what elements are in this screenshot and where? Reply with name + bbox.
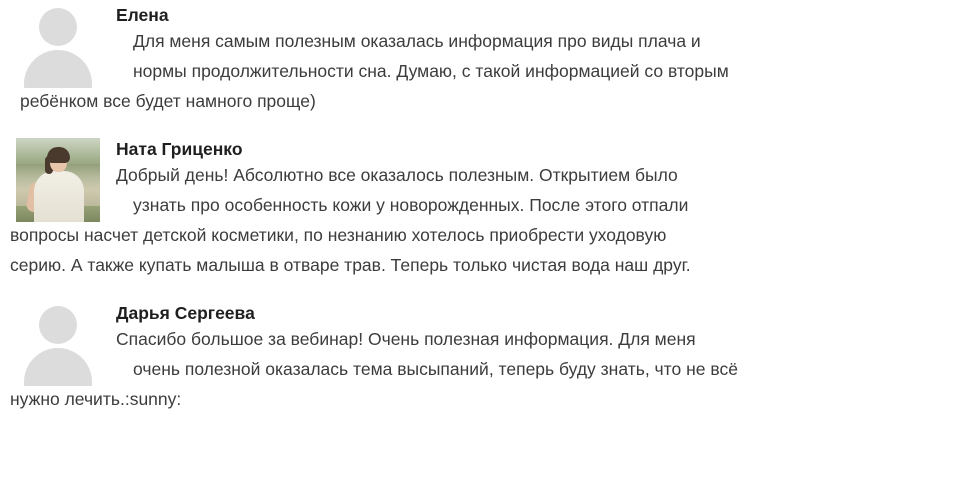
comment-text-line: нужно лечить.:sunny: [10, 389, 182, 409]
comment-text-line: очень полезной оказалась тема высыпаний, теперь буду знать, что не всё [133, 359, 738, 379]
comment-text-line: серию. А также купать малыша в отваре трав. Теперь только чистая вода наш друг. [10, 255, 691, 275]
avatar-placeholder[interactable] [16, 302, 100, 386]
person-icon [16, 302, 100, 386]
comment-text-line: нормы продолжительности сна. Думаю, с такой информацией со вторым [133, 61, 729, 81]
photo-hair [47, 147, 70, 163]
comment-text-line: Спасибо большое за вебинар! Очень полезная информация. Для меня [116, 329, 696, 349]
person-icon-body [24, 50, 92, 88]
person-icon-head [39, 8, 77, 46]
avatar-photo-image [16, 138, 100, 222]
comment-item [0, 116, 961, 280]
avatar-photo[interactable] [16, 138, 100, 222]
avatar-placeholder[interactable] [16, 4, 100, 88]
comment-item [0, 280, 961, 414]
comment-item [0, 0, 961, 116]
person-icon-head [39, 306, 77, 344]
comment-author: Елена [116, 5, 169, 25]
comment-text-line: узнать про особенность кожи у новорожденных. После этого отпали [133, 195, 689, 215]
comment-author: Ната Гриценко [116, 139, 243, 159]
comment-author: Дарья Сергеева [116, 303, 255, 323]
comment-text-line: Добрый день! Абсолютно все оказалось полезным. Открытием было [116, 165, 678, 185]
person-icon-body [24, 348, 92, 386]
photo-shirt [34, 171, 84, 222]
comment-text-line: Для меня самым полезным оказалась информация про виды плача и [133, 31, 701, 51]
comment-text-line: ребёнком все будет намного проще) [20, 91, 316, 111]
comment-text-line: вопросы насчет детской косметики, по незнанию хотелось приобрести уходовую [10, 225, 667, 245]
person-icon [16, 4, 100, 88]
